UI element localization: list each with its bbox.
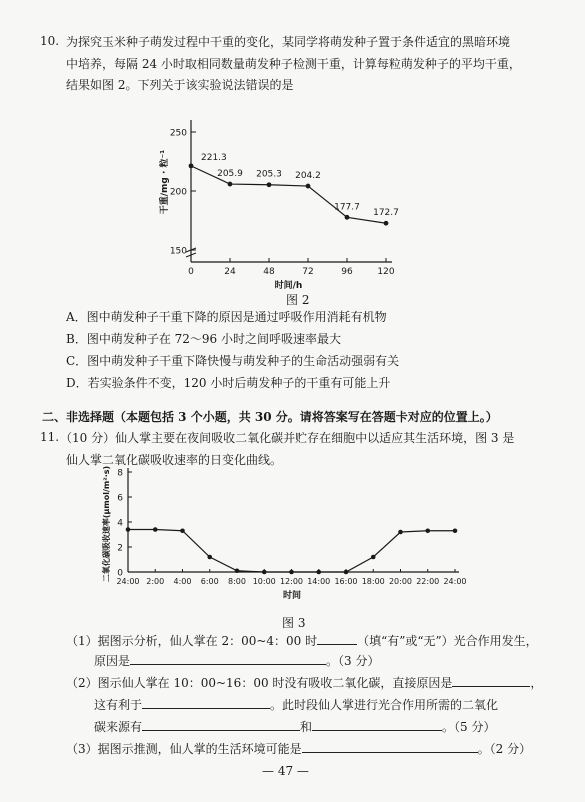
x-tick-label: 4:00 (173, 577, 192, 586)
x-tick-label: 2:00 (146, 577, 165, 586)
q11-sub2-line2 (94, 696, 498, 713)
data-point (289, 570, 294, 575)
q11-sub2-text-c: 这有利于 (94, 698, 143, 712)
q11-sub1-line1 (66, 632, 538, 649)
page-number: — 47 — (262, 764, 309, 778)
data-point (267, 182, 272, 187)
x-tick-label: 24:00 (443, 577, 467, 586)
x-tick-label: 72 (302, 267, 314, 277)
q11-sub1-text-b: （填“有”或“无”）光合作用发生， (357, 634, 538, 648)
data-point (235, 568, 240, 573)
data-point (344, 570, 349, 575)
data-point (453, 528, 458, 533)
q10-option-a: A．图中萌发种子干重下降的原因是通过呼吸作用消耗有机物 (66, 310, 387, 324)
x-tick-label: 96 (341, 267, 353, 277)
q10-stem-line3: 结果如图 2。下列关于该实验说法错误的是 (66, 78, 294, 92)
x-tick-label: 22:00 (416, 577, 440, 586)
y-tick-label: 200 (169, 187, 187, 198)
q11-sub2-text-d: 。此时段仙人掌进行光合作用所需的二氧化 (270, 698, 499, 712)
x-tick-label: 24 (224, 267, 236, 277)
y-tick-label: 250 (169, 128, 187, 139)
y-tick-label: 0 (117, 568, 123, 579)
data-point (345, 215, 350, 220)
data-point (189, 163, 194, 168)
answer-blank-4[interactable] (142, 696, 270, 709)
q11-sub2-text-e: 碳来源有 (94, 720, 143, 734)
q11-sub1-text-c: 原因是 (94, 654, 131, 668)
q11-number: 11. (40, 430, 60, 444)
q11-stem-line2: 仙人掌二氧化碳吸收速率的日变化曲线。 (66, 453, 283, 467)
y-tick-label: 8 (117, 468, 123, 479)
q11-sub2-line3 (94, 718, 495, 735)
data-point (306, 184, 311, 189)
series-line (128, 530, 455, 573)
answer-blank-3[interactable] (452, 674, 530, 687)
data-point (207, 555, 212, 560)
data-label: 205.9 (217, 169, 243, 180)
data-point (153, 527, 158, 532)
q11-sub2-text-b: ， (530, 676, 543, 690)
figure-3-chart (100, 464, 480, 614)
x-tick-label: 48 (263, 267, 275, 277)
q10-option-d: D．若实验条件不变，120 小时后萌发种子的干重有可能上升 (66, 376, 391, 390)
data-point (384, 221, 389, 226)
q11-sub2-line1 (66, 674, 542, 691)
y-axis-label: 二氧化碳吸收速率(μmol/m²·s) (102, 465, 111, 583)
data-point (262, 570, 267, 575)
answer-blank-2[interactable] (130, 652, 326, 665)
data-point (126, 527, 131, 532)
data-point (180, 528, 185, 533)
y-axis-label: 干重/mg · 粒⁻¹ (160, 149, 170, 215)
data-point (228, 182, 233, 187)
figure-2-caption: 图 2 (286, 293, 310, 307)
q10-number: 10. (40, 34, 60, 48)
y-tick-label: 6 (117, 493, 123, 504)
data-label: 205.3 (256, 169, 282, 180)
answer-blank-5[interactable] (142, 718, 300, 731)
data-label: 177.7 (334, 202, 360, 213)
q11-sub2-text-a: （2）图示仙人掌在 10：00~16：00 时没有吸收二氧化碳，直接原因是 (66, 676, 453, 690)
q11-sub2-text-g: 。（5 分） (442, 720, 496, 734)
data-label: 204.2 (295, 171, 321, 182)
q10-option-b: B．图中萌发种子在 72～96 小时之间呼吸速率最大 (66, 332, 341, 346)
q11-sub2-text-f: 和 (300, 720, 313, 734)
x-tick-label: 10:00 (252, 577, 276, 586)
q10-stem-line2: 中培养，每隔 24 小时取相同数量萌发种子检测干重，计算每粒萌发种子的平均干重， (66, 57, 521, 71)
answer-blank-1[interactable] (317, 632, 357, 645)
x-tick-label: 12:00 (279, 577, 304, 586)
q11-sub3-text-b: 。（2 分） (477, 742, 532, 756)
q10-stem-line1: 为探究玉米种子萌发过程中干重的变化，某同学将萌发种子置于条件适宜的黑暗环境 (66, 35, 511, 49)
data-point (425, 528, 430, 533)
x-tick-label: 6:00 (200, 577, 219, 586)
q10-option-c: C．图中萌发种子干重下降快慢与萌发种子的生命活动强弱有关 (66, 354, 400, 368)
data-label: 221.3 (201, 152, 227, 163)
answer-blank-6[interactable] (312, 718, 442, 731)
q11-sub3-line1 (66, 740, 531, 757)
data-point (316, 570, 321, 575)
q11-stem-line1: （10 分）仙人掌主要在夜间吸收二氧化碳并贮存在细胞中以适应其生活环境，图 3 是 (60, 431, 515, 445)
x-tick-label: 120 (377, 267, 395, 277)
y-tick-label: 150 (169, 246, 187, 257)
y-tick-label: 2 (117, 543, 123, 554)
data-point (398, 530, 403, 535)
figure-3-caption: 图 3 (282, 616, 306, 630)
q11-sub1-text-a: （1）据图示分析，仙人掌在 2：00~4：00 时 (66, 634, 318, 648)
x-tick-label: 8:00 (228, 577, 246, 586)
figure-2-chart (155, 112, 415, 302)
y-tick-label: 4 (117, 518, 123, 529)
x-tick-label: 16:00 (334, 577, 358, 586)
q11-sub1-line2 (94, 652, 379, 669)
x-tick-label: 18:00 (361, 577, 385, 586)
x-tick-label: 0 (188, 267, 194, 277)
x-axis-label: 时间 (282, 591, 302, 601)
q11-sub3-text-a: （3）据图示推测，仙人掌的生活环境可能是 (66, 742, 302, 756)
section-2-heading: 二、非选择题（本题包括 3 个小题，共 30 分。请将答案写在答题卡对应的位置上。） (42, 410, 498, 424)
x-tick-label: 24:00 (116, 577, 140, 586)
x-axis-label: 时间/h (274, 281, 303, 291)
x-tick-label: 20:00 (388, 577, 413, 586)
x-tick-label: 14:00 (307, 577, 331, 586)
answer-blank-7[interactable] (302, 740, 478, 753)
data-point (371, 555, 376, 560)
data-label: 172.7 (373, 208, 399, 219)
q11-sub1-text-d: 。（3 分） (326, 654, 380, 668)
